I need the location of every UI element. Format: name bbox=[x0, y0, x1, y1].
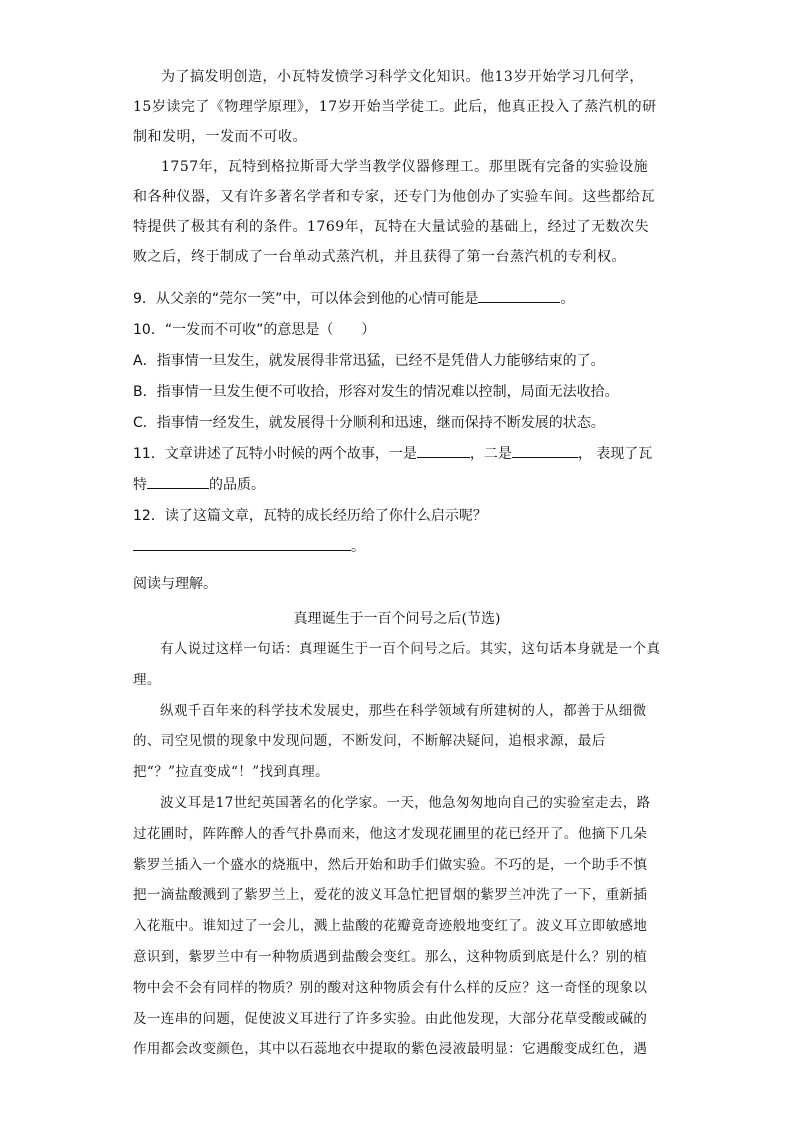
passage-truth bbox=[133, 634, 661, 1065]
question-11-part5: 的品质。 bbox=[209, 477, 265, 493]
article-title: 真理诞生于一百个问号之后(节选) bbox=[293, 611, 501, 627]
question-12: 12．读了这篇文章，瓦特的成长经历给了你什么启示呢？ bbox=[133, 508, 487, 524]
question-11-part4: 特 bbox=[133, 477, 147, 493]
answer-blank-9[interactable] bbox=[478, 286, 560, 303]
passage-paragraph: 为了搞发明创造，小瓦特发愤学习科学文化知识。他13岁开始学习几何学，15岁读完了《物理学原理》，17岁开始当学徒工。此后，他真正投入了蒸汽机的研制和发明，一发而不可收。 bbox=[133, 69, 657, 145]
option-b[interactable]: B．指事情一旦发生便不可收拾，形容对发生的情况难以控制，局面无法收拾。 bbox=[133, 384, 619, 400]
answer-blank-11b[interactable] bbox=[512, 441, 578, 458]
question-11-part2: ，二是 bbox=[469, 446, 512, 462]
passage-paragraph: 波义耳是17世纪英国著名的化学家。一天，他急匆匆地向自己的实验室走去，路过花圃时，阵阵醉人的香气扑鼻而来，他这才发现花圃里的花已经开了。他摘下几朵紫罗兰插入一个盛水的烧瓶中，然后开始和助手们做实验。不巧的是，一个助手不慎把一滴盐酸溅到了紫罗兰上，爱花的波义耳急忙把冒烟的紫罗兰冲洗了一下，重新插入花瓶中。谁知过了一会儿，溅上盐酸的花瓣竟奇迹般地变红了。波义耳立即敏感地意识到，紫罗兰中有一种物质遇到盐酸会变红。那么，这种物质到底是什么？别的植物中会不会有同样的物质？别的酸对这种物质会有什么样的反应？这一奇怪的现象以及一连串的问题，促使波义耳进行了许多实验。由此他发现，大部分花草受酸或碱的作用都会改变颜色，其中以石蕊地衣中提取的紫色浸液最明显：它遇酸变成红色，遇 bbox=[133, 794, 651, 1058]
question-11-part1: 11．文章讲述了瓦特小时候的两个故事，一是 bbox=[133, 446, 417, 462]
question-list bbox=[133, 284, 673, 563]
answer-blank-11c[interactable] bbox=[147, 472, 209, 489]
answer-blank-11a[interactable] bbox=[417, 441, 470, 458]
reading-heading: 阅读与理解。 bbox=[133, 576, 217, 592]
option-c[interactable]: C．指事情一经发生，就发展得十分顺利和迅速，继而保持不断发展的状态。 bbox=[133, 415, 605, 431]
passage-paragraph: 纵观千百年来的科学技术发展史，那些在科学领域有所建树的人，都善于从细微的、司空见惯的现象中发现问题，不断发问，不断解决疑问，追根求源，最后把“？”拉直变成“！”找到真理。 bbox=[133, 702, 647, 781]
question-10: 10．“一发而不可收”的意思是（ ） bbox=[133, 322, 376, 338]
answer-blank-12[interactable] bbox=[133, 534, 351, 551]
question-12-end: 。 bbox=[351, 539, 365, 555]
question-9 bbox=[133, 284, 673, 315]
question-12-answer-line bbox=[133, 532, 673, 563]
question-9-text: 9．从父亲的“莞尔一笑”中，可以体会到他的心情可能是 bbox=[133, 291, 479, 307]
question-9-end: 。 bbox=[560, 291, 575, 307]
question-11-part3: ， 表现了瓦 bbox=[577, 446, 653, 462]
option-a[interactable]: A．指事情一旦发生，就发展得非常迅猛，已经不是凭借人力能够结束的了。 bbox=[133, 353, 605, 369]
passage-watt bbox=[133, 62, 661, 272]
passage-paragraph: 有人说过这样一句话：真理诞生于一百个问号之后。其实，这句话本身就是一个真理。 bbox=[133, 641, 661, 688]
question-11 bbox=[133, 439, 673, 501]
passage-paragraph: 1757年，瓦特到格拉斯哥大学当教学仪器修理工。那里既有完备的实验设施和各种仪器，又有许多著名学者和专家，还专门为他创办了实验车间。这些都给瓦特提供了极其有利的条件。1769年，瓦特在大量试验的基础上，经过了无数次失败之后，终于制成了一台单动式蒸汽机，并且获得了第一台蒸汽机的专利权。 bbox=[133, 159, 655, 265]
